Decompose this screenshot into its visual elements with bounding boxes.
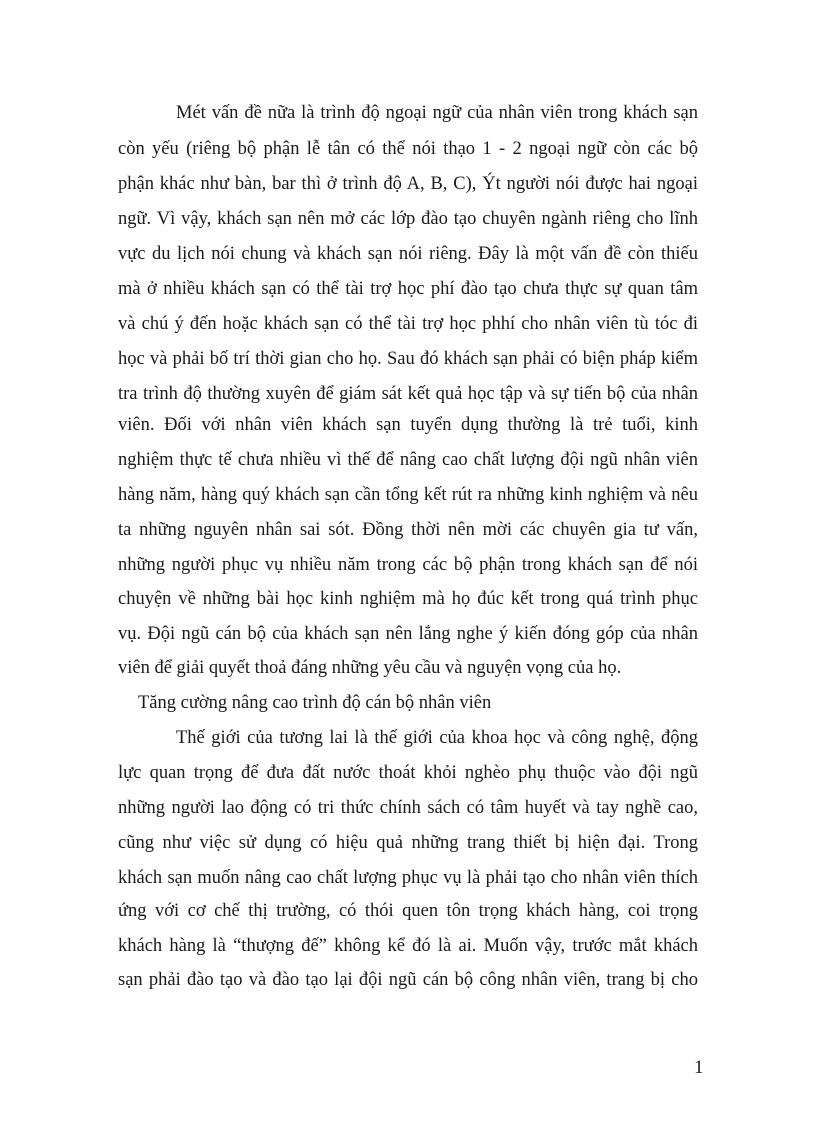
- paragraph-1-line-11: nghiệm thực tế chưa nhiều vì thế để nâng cao chất lượng đội ngũ nhân viên: [118, 450, 698, 470]
- paragraph-1-line-10: viên. Đối với nhân viên khách sạn tuyển dụng thường là trẻ tuổi, kinh: [118, 415, 698, 435]
- paragraph-2-line-8: sạn phải đào tạo và đào tạo lại đội ngũ cán bộ công nhân viên, trang bị cho: [118, 970, 698, 990]
- paragraph-2-line-2: lực quan trọng để đưa đất nước thoát khỏi nghèo phụ thuộc vào đội ngũ: [118, 763, 698, 783]
- paragraph-1-line-17: viên để giải quyết thoả đáng những yêu cầu và nguyện vọng của họ.: [118, 658, 622, 678]
- paragraph-2-line-1: Thế giới của tương lai là thế giới của khoa học và công nghệ, động: [176, 728, 698, 748]
- paragraph-1-line-7: và chú ý đến hoặc khách sạn có thể tài trợ học phhí cho nhân viên tù tóc đi: [118, 314, 698, 334]
- paragraph-2-line-5: khách sạn muốn nâng cao chất lượng phục vụ là phải tạo cho nhân viên thích: [118, 868, 698, 888]
- paragraph-1-line-9: tra trình độ thường xuyên để giám sát kết quả học tập và sự tiến bộ của nhân: [118, 384, 698, 404]
- paragraph-1-line-3: phận khác như bàn, bar thì ở trình độ A, B, C), Ýt người nói được hai ngoại: [118, 174, 698, 194]
- paragraph-1-line-1: Mét vấn đề nữa là trình độ ngoại ngữ của nhân viên trong khách sạn: [176, 103, 698, 123]
- paragraph-2-line-3: những người lao động có tri thức chính sách có tâm huyết và tay nghề cao,: [118, 798, 698, 818]
- paragraph-2-line-4: cũng như việc sử dụng có hiệu quả những trang thiết bị hiện đại. Trong: [118, 833, 698, 853]
- paragraph-1-line-2: còn yếu (riêng bộ phận lễ tân có thể nói thạo 1 - 2 ngoại ngữ còn các bộ: [118, 139, 698, 159]
- paragraph-1-line-16: vụ. Đội ngũ cán bộ của khách sạn nên lắng nghe ý kiến đóng góp của nhân: [118, 624, 698, 644]
- paragraph-1-line-12: hàng năm, hàng quý khách sạn cần tổng kết rút ra những kinh nghiệm và nêu: [118, 485, 698, 505]
- paragraph-1-line-6: mà ở nhiều khách sạn có thể tài trợ học phí đào tạo chưa thực sự quan tâm: [118, 279, 698, 299]
- section-heading: Tăng cường nâng cao trình độ cán bộ nhân viên: [138, 693, 492, 713]
- paragraph-1-line-14: những người phục vụ nhiều năm trong các bộ phận trong khách sạn để nói: [118, 555, 698, 575]
- paragraph-1-line-4: ngữ. Vì vậy, khách sạn nên mở các lớp đào tạo chuyên ngành riêng cho lĩnh: [118, 209, 698, 229]
- paragraph-1-line-15: chuyện về những bài học kinh nghiệm mà họ đúc kết trong quá trình phục: [118, 589, 698, 609]
- page-number: 1: [694, 1057, 704, 1078]
- paragraph-1-line-8: học và phải bố trí thời gian cho họ. Sau đó khách sạn phải có biện pháp kiểm: [118, 349, 698, 369]
- paragraph-1-line-5: vực du lịch nói chung và khách sạn nói riêng. Đây là một vấn đề còn thiếu: [118, 244, 698, 264]
- paragraph-2-line-7: khách hàng là “thượng đế” không kể đó là ai. Muốn vậy, trước mắt khách: [118, 936, 698, 956]
- paragraph-1-line-13: ta những nguyên nhân sai sót. Đồng thời nên mời các chuyên gia tư vấn,: [118, 520, 698, 540]
- paragraph-2-line-6: ứng với cơ chế thị trường, có thói quen tôn trọng khách hàng, coi trọng: [118, 901, 698, 921]
